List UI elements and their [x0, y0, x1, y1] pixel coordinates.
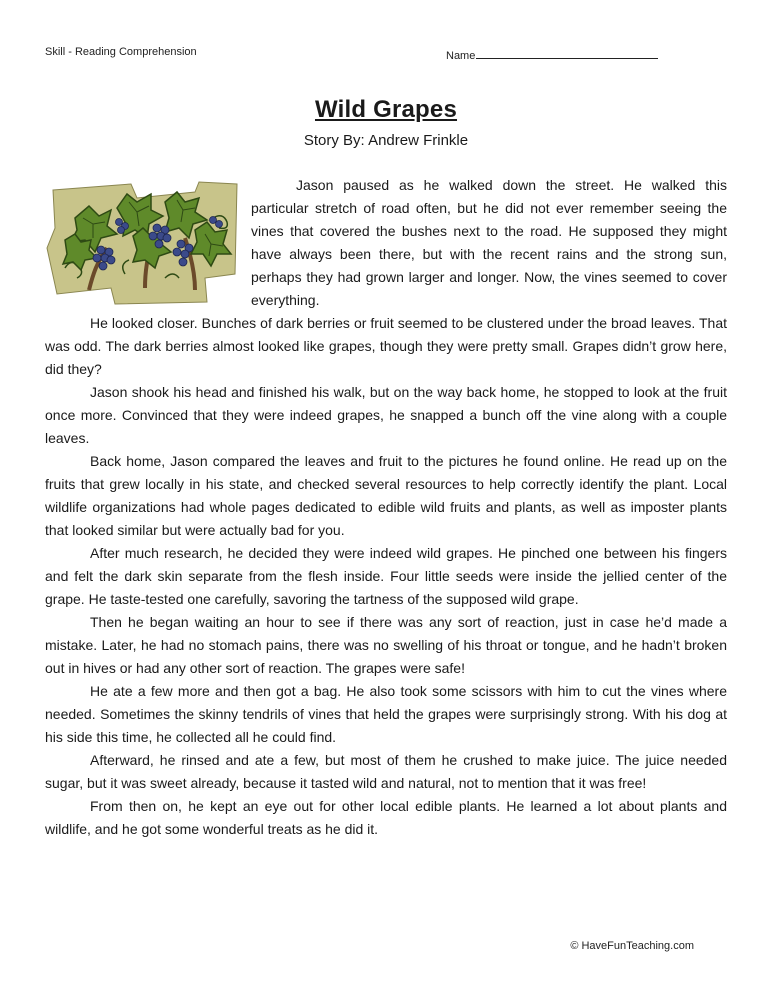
name-blank-line[interactable] [476, 46, 658, 59]
story-paragraph-8: Afterward, he rinsed and ate a few, but most of them he crushed to make juice. The juice needed sugar, but it was sweet already, because it tasted wild and natural, not to mention that it was free! [45, 752, 727, 791]
story-paragraph-9: From then on, he kept an eye out for other local edible plants. He learned a lot about plants and wildlife, and he got some wonderful treats as he did it. [45, 798, 727, 837]
story-paragraph-6: Then he began waiting an hour to see if there was any sort of reaction, just in case he’d made a mistake. Later, he had no stomach pains, there was no swelling of his throat or tongue, and he hadn’t broken out in hives or had any other sort of reaction. The grapes were safe! [45, 614, 727, 676]
story-paragraph-7: He ate a few more and then got a bag. He also took some scissors with him to cut the vines where needed. Sometimes the skinny tendrils of vines that held the grapes were surprisingly strong. With his dog at his side this time, he collected all he could find. [45, 683, 727, 745]
story-paragraph-1: Jason paused as he walked down the street. He walked this particular stretch of road often, but he did not ever remember seeing the vines that covered the bushes next to the road. He supposed they might have always been there, but with the recent rains and the strong sun, perhaps they had grown larger and longer. Now, the vines seemed to cover everything. [251, 177, 727, 308]
story-byline: Story By: Andrew Frinkle [303, 132, 469, 149]
story-paragraph-4: Back home, Jason compared the leaves and fruit to the pictures he found online. He read up on the fruits that grew locally in his state, and checked several resources to help correctly identify the plant. Local wildlife organizations had whole pages dedicated to edible wild fruits and plants, as well as imposter plants that looked similar but were actually bad for you. [45, 453, 727, 538]
skill-label: Skill - Reading Comprehension [45, 46, 197, 58]
copyright-footer: © HaveFunTeaching.com [570, 940, 694, 952]
name-field[interactable] [446, 46, 658, 62]
name-label: Name [446, 50, 476, 62]
story-body [45, 174, 727, 841]
story-paragraph-3: Jason shook his head and finished his walk, but on the way back home, he stopped to look at the fruit once more. Convinced that they were indeed grapes, he snapped a bunch off the vine along with a couple leaves. [45, 384, 727, 446]
grape-vine-illustration-icon [45, 178, 241, 306]
story-paragraph-5: After much research, he decided they were indeed wild grapes. He pinched one between his fingers and felt the dark skin separate from the flesh inside. Four little seeds were inside the jellied center of the grape. He taste-tested one carefully, savoring the tartness of the supposed wild grape. [45, 545, 727, 607]
story-title: Wild Grapes [314, 96, 458, 123]
story-paragraph-2: He looked closer. Bunches of dark berries or fruit seemed to be clustered under the broad leaves. That was odd. The dark berries almost looked like grapes, though they were pretty small. Grapes didn’t grow here, did they? [45, 315, 727, 377]
